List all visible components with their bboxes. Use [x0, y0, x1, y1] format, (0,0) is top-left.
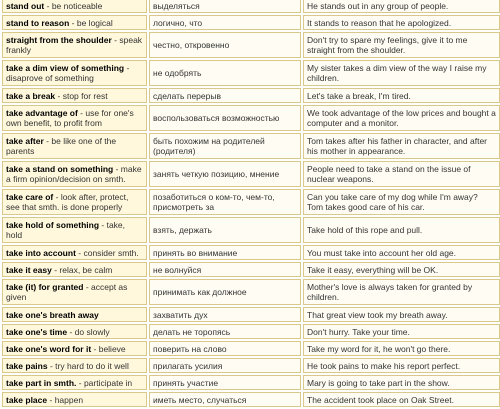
table-row	[2, 324, 500, 339]
phrase-cell	[2, 262, 147, 277]
phrase-term: take hold of something	[6, 220, 100, 230]
example-sentence: Take hold of this rope and pull.	[303, 217, 500, 243]
phrase-cell	[2, 105, 147, 131]
example-sentence: The accident took place on Oak Street.	[303, 392, 500, 407]
phrase-separator: -	[113, 164, 121, 174]
example-sentence: Mary is going to take part in the show.	[303, 375, 500, 390]
phrase-definition: be logical	[76, 17, 113, 28]
phrase-definition: relax, be calm	[59, 264, 113, 275]
phrase-term: take into account	[6, 247, 76, 258]
russian-translation: принять во внимание	[149, 245, 301, 260]
phrase-definition: stop for rest	[62, 90, 108, 101]
example-sentence: He stands out in any group of people.	[303, 0, 500, 13]
table-row	[2, 15, 500, 30]
phrase-cell	[2, 133, 147, 159]
phrase-definition: do slowly	[74, 326, 110, 337]
phrase-separator: -	[47, 360, 56, 371]
russian-translation: иметь место, случаться	[149, 392, 301, 407]
example-sentence: Let's take a break, I'm tired.	[303, 88, 500, 103]
table-row	[2, 307, 500, 322]
phrase-term: straight from the shoulder	[6, 35, 112, 45]
phrase-cell	[2, 358, 147, 373]
example-sentence: That great view took my breath away.	[303, 307, 500, 322]
phrase-cell	[2, 279, 147, 305]
phrase-cell	[2, 217, 147, 243]
phrase-term: take it easy	[6, 264, 52, 275]
example-sentence: My sister takes a dim view of the way I raise my children.	[303, 60, 500, 86]
example-sentence: We took advantage of the low prices and bought a computer and a monitor.	[303, 105, 500, 131]
phrase-term: take a stand on something	[6, 164, 114, 174]
phrase-definition: be noticeable	[51, 0, 103, 11]
phrase-term: stand to reason	[6, 17, 70, 28]
phrase-definition: believe	[98, 343, 126, 354]
table-row	[2, 375, 500, 390]
phrase-cell	[2, 307, 147, 322]
phrase-definition: make a firm opinion/decision on smth.	[6, 164, 142, 184]
russian-translation: взять, держать	[149, 217, 301, 243]
phrase-separator: -	[76, 377, 84, 388]
phrase-term: take care of	[6, 192, 54, 202]
phrase-definition: speak frankly	[6, 35, 143, 55]
phrase-separator: -	[51, 264, 60, 275]
phrase-term: take (it) for granted	[6, 282, 84, 292]
russian-translation: не одобрять	[149, 60, 301, 86]
russian-translation: принимать как должное	[149, 279, 301, 305]
russian-translation: воспользоваться возможностью	[149, 105, 301, 131]
phrase-cell	[2, 15, 147, 30]
phrase-definition: be like one of the parents	[6, 136, 117, 156]
phrase-definition: happen	[54, 394, 84, 405]
phrase-term: take advantage of	[6, 108, 78, 118]
table-row	[2, 358, 500, 373]
example-sentence: Tom takes after his father in character, and after his mother in appearance.	[303, 133, 500, 159]
table-row	[2, 189, 500, 215]
russian-translation: выделяться	[149, 0, 301, 13]
example-sentence: He took pains to make his report perfect.	[303, 358, 500, 373]
phrase-separator: -	[83, 282, 92, 292]
phrase-cell	[2, 60, 147, 86]
table-row	[2, 105, 500, 131]
phrase-separator: -	[69, 17, 77, 28]
table-row	[2, 392, 500, 407]
phrase-cell	[2, 392, 147, 407]
russian-translation: поверить на слово	[149, 341, 301, 356]
phrase-separator: -	[77, 108, 86, 118]
phrase-table-body	[2, 0, 500, 407]
phrase-term: stand out	[6, 0, 45, 11]
phrase-separator: -	[67, 326, 75, 337]
phrase-definition: take, hold	[6, 220, 126, 240]
phrase-term: take after	[6, 136, 44, 146]
table-row	[2, 88, 500, 103]
table-row	[2, 0, 500, 13]
phrase-definition: consider smth.	[83, 247, 139, 258]
table-row	[2, 262, 500, 277]
russian-translation: позаботиться о ком-то, чем-то, присмотреть за	[149, 189, 301, 215]
table-row	[2, 32, 500, 58]
phrase-separator: -	[44, 0, 52, 11]
phrase-cell	[2, 375, 147, 390]
phrase-cell	[2, 88, 147, 103]
phrase-definition: use for one's own benefit, to profit from	[6, 108, 134, 128]
example-sentence: Take it easy, everything will be OK.	[303, 262, 500, 277]
table-row	[2, 279, 500, 305]
russian-translation: сделать перерыв	[149, 88, 301, 103]
phrase-term: take a break	[6, 90, 56, 101]
table-row	[2, 161, 500, 187]
phrase-separator: -	[55, 90, 63, 101]
phrase-separator: -	[111, 35, 120, 45]
example-sentence: Don't try to spare my feelings, give it to me straight from the shoulder.	[303, 32, 500, 58]
phrase-term: take one's breath away	[6, 309, 99, 320]
table-row	[2, 133, 500, 159]
russian-translation: делать не торопясь	[149, 324, 301, 339]
phrase-term: take place	[6, 394, 48, 405]
russian-translation: прилагать усилия	[149, 358, 301, 373]
table-row	[2, 341, 500, 356]
example-sentence: Take my word for it, he won't go there.	[303, 341, 500, 356]
phrase-cell	[2, 189, 147, 215]
phrase-separator: -	[43, 136, 52, 146]
russian-translation: не волнуйся	[149, 262, 301, 277]
phrase-cell	[2, 161, 147, 187]
phrase-cell	[2, 0, 147, 13]
table-row	[2, 217, 500, 243]
example-sentence: People need to take a stand on the issue of nuclear weapons.	[303, 161, 500, 187]
phrase-separator: -	[47, 394, 55, 405]
russian-translation: логично, что	[149, 15, 301, 30]
phrase-separator: -	[53, 192, 61, 202]
example-sentence: Mother's love is always taken for granted by children.	[303, 279, 500, 305]
phrase-definition: accept as given	[6, 282, 128, 302]
russian-translation: захватить дух	[149, 307, 301, 322]
russian-translation: быть похожим на родителей (родителя)	[149, 133, 301, 159]
phrase-cell	[2, 341, 147, 356]
phrase-cell	[2, 324, 147, 339]
phrase-separator: -	[91, 343, 99, 354]
phrase-cell	[2, 32, 147, 58]
russian-translation: честно, откровенно	[149, 32, 301, 58]
phrase-cell	[2, 245, 147, 260]
phrase-definition: try hard to do it well	[55, 360, 129, 371]
example-sentence: You must take into account her old age.	[303, 245, 500, 260]
phrase-term: take a dim view of something	[6, 63, 125, 73]
phrase-separator: -	[124, 63, 130, 73]
russian-translation: занять четкую позицию, мнение	[149, 161, 301, 187]
phrase-definition: disaprove of something	[6, 73, 94, 83]
table-row	[2, 245, 500, 260]
phrase-separator: -	[75, 247, 84, 258]
example-sentence: It stands to reason that he apologized.	[303, 15, 500, 30]
phrase-term: take one's time	[6, 326, 68, 337]
russian-translation: принять участие	[149, 375, 301, 390]
example-sentence: Can you take care of my dog while I'm away? Tom takes good care of his car.	[303, 189, 500, 215]
phrase-term: take pains	[6, 360, 48, 371]
phrase-definition: look after, protect, see that smth. is done properly	[6, 192, 129, 212]
phrase-separator: -	[99, 220, 107, 230]
example-sentence: Don't hurry. Take your time.	[303, 324, 500, 339]
phrase-term: take part in smth.	[6, 377, 77, 388]
phrase-term: take one's word for it	[6, 343, 92, 354]
table-row	[2, 60, 500, 86]
phrase-definition: participate in	[83, 377, 133, 388]
